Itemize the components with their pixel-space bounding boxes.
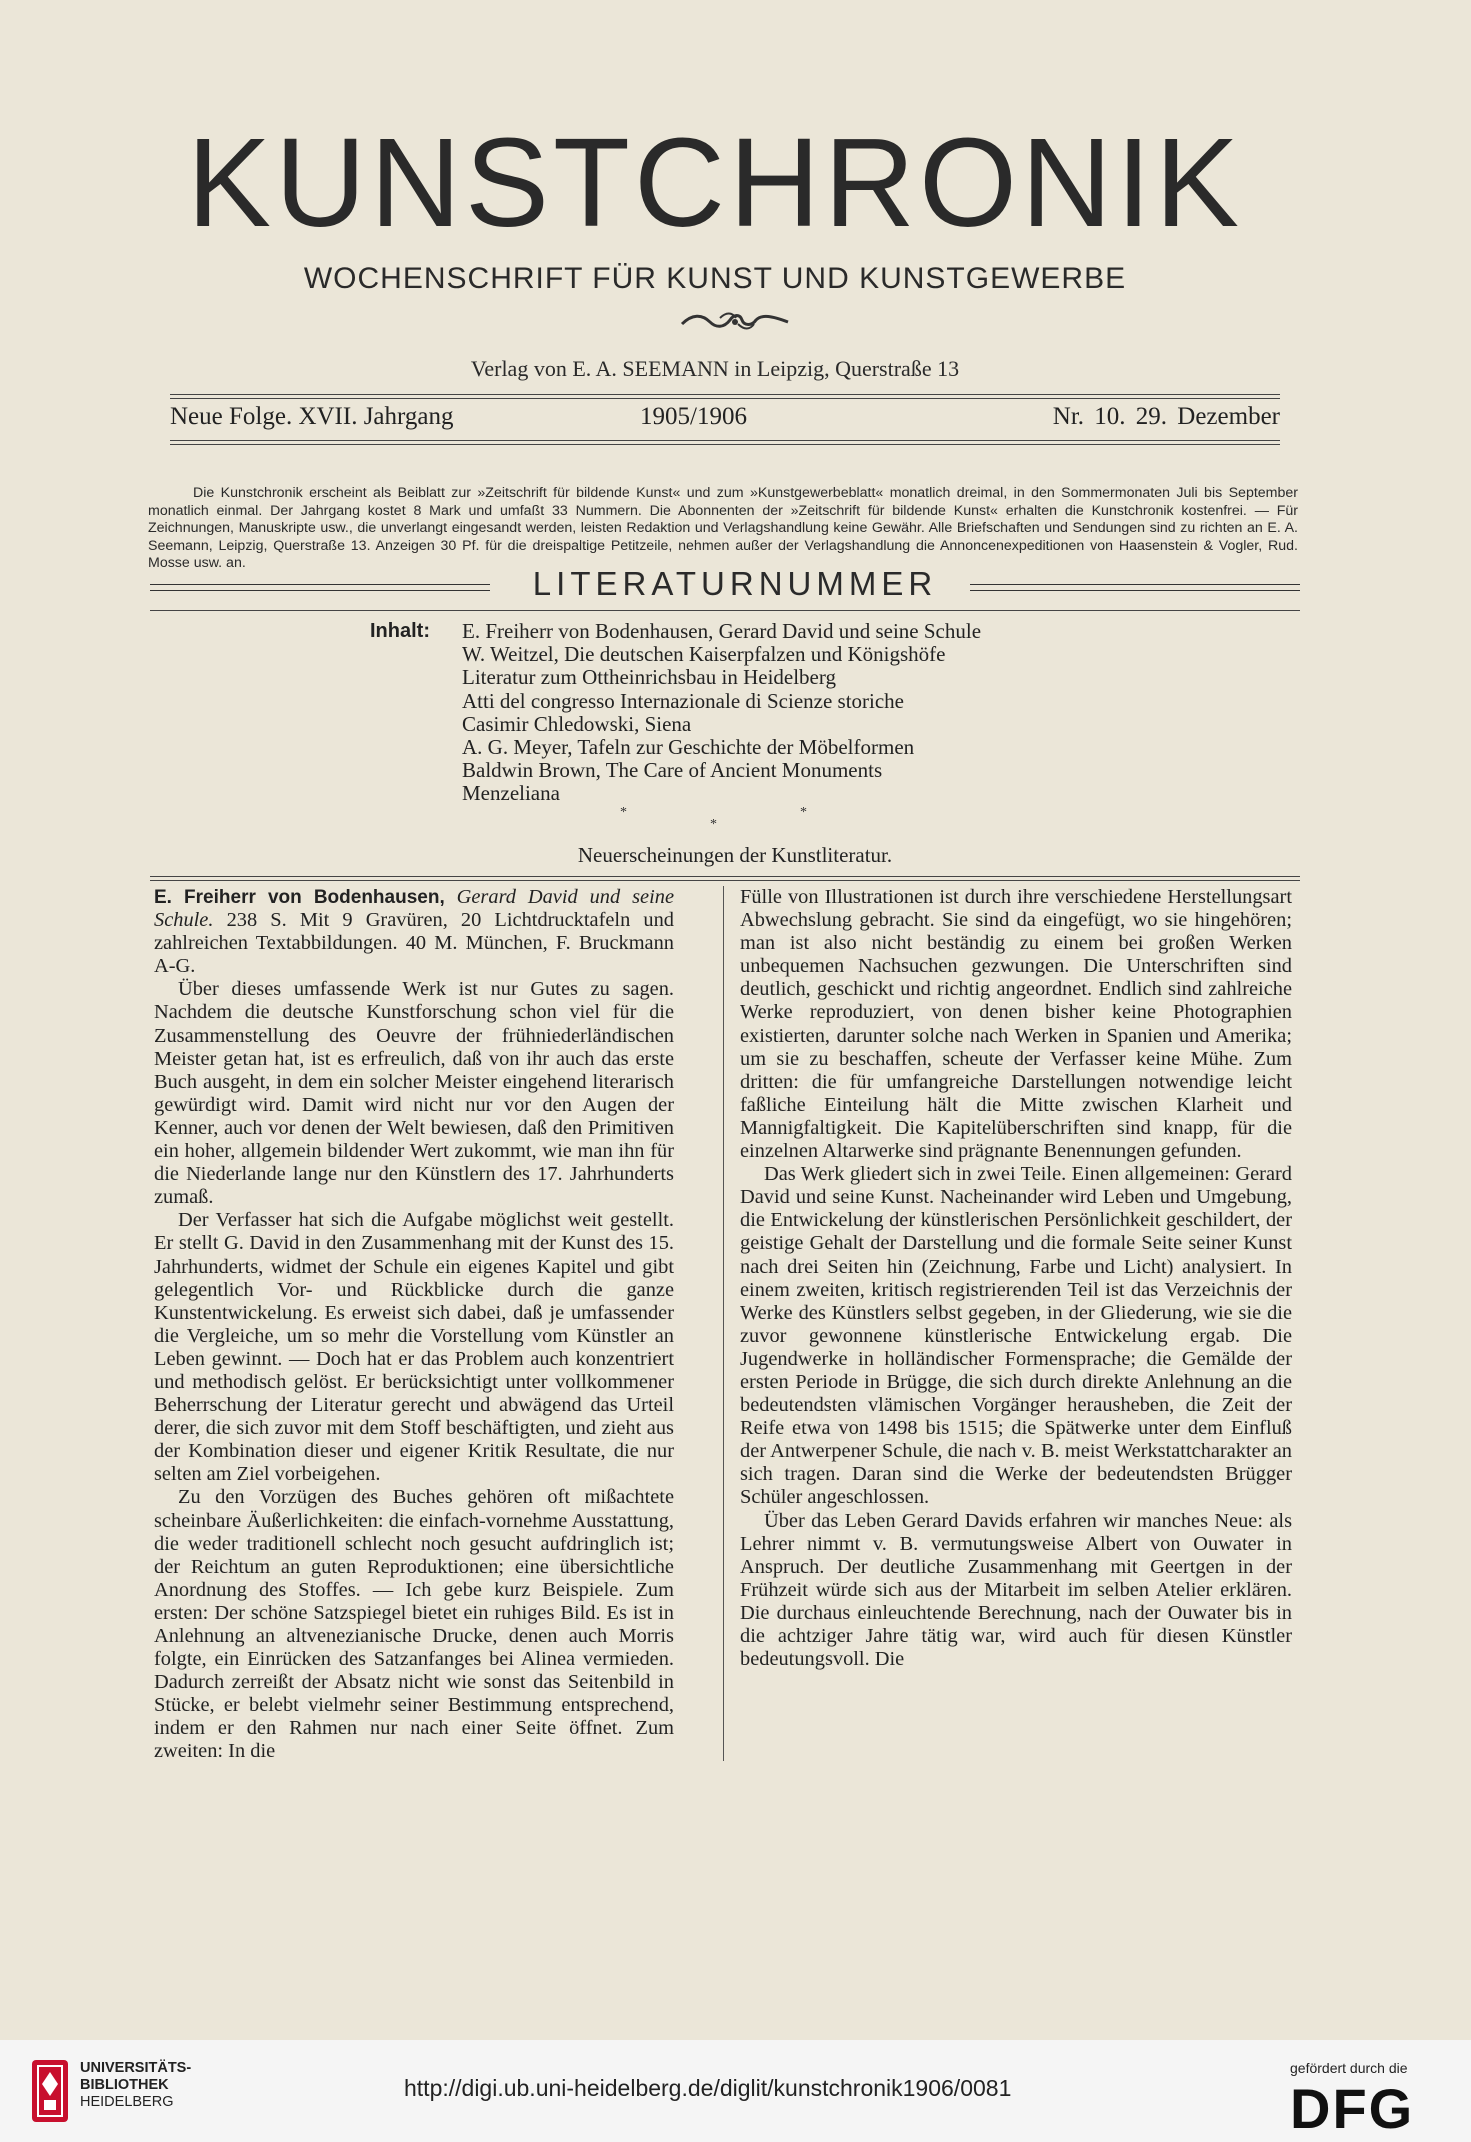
title-rule-right [965, 584, 1300, 591]
contents-list [462, 620, 1142, 806]
asterism-star: * [620, 805, 627, 820]
masthead-title: KUNSTCHRONIK [186, 112, 1244, 253]
contents-bottom-rule [150, 876, 1300, 877]
article-paragraph: Über dieses umfassende Werk ist nur Gutes zu sagen. Nachdem die deutsche Kunstforschung schon viel für die Zusammenstellung des Oeuvre der frühniederländischen Meister getan hat, ist es erfreulich, daß von ihr auch das erste Buch ausgeht, in dem ein solcher Meister eingehend literarisch gewürdigt wird. Damit wird nicht nur vor den Augen der Kenner, auch vor denen der Welt bewiesen, daß den Primitiven ein hoher, allgemein bildender Wert zukommt, wie man ihn für die Niederlande lange nur den Künstlern des 17. Jahrhunderts zumaß. [154, 978, 674, 1209]
contents-item: Menzeliana [462, 781, 560, 806]
issue-years: 1905/1906 [640, 403, 747, 430]
issue-bottom-rule [170, 440, 1280, 441]
library-name [80, 2060, 191, 2111]
contents-item: W. Weitzel, Die deutschen Kaiserpfalzen und Königshöfe [462, 642, 946, 667]
contents-item: A. G. Meyer, Tafeln zur Geschichte der Möbelformen [462, 735, 915, 760]
article-work-title: Gerard David und seine Schule. [154, 886, 674, 932]
issue-bottom-rule-2 [170, 444, 1280, 445]
title-rule-left [150, 584, 490, 591]
contents-item: Literatur zum Ottheinrichsbau in Heidelberg [462, 665, 836, 690]
notice-text: Die Kunstchronik erscheint als Beiblatt zur »Zeitschrift für bildende Kunst« und zum »Kunstgewerbeblatt« monatlich dreimal, in den Sommermonaten Juli bis September monatlich einmal. Der Jahrgang kostet 8 Mark und umfaßt 33 Nummern. Die Abonnenten der »Zeitschrift für bildende Kunst« erhalten die Kunstchronik kostenfrei. — Für Zeichnungen, Manuskripte usw., die unverlangt eingesandt werden, leisten Redaktion und Verlagshandlung keine Gewähr. Alle Briefschaften und Sendungen sind zu richten an E. A. Seemann, Leipzig, Querstraße 13. Anzeigen 30 Pf. für die dreispaltige Petitzeile, nehmen außer der Verlagshandlung die Annoncenexpeditionen von Haasenstein & Vogler, Rud. Mosse usw. an. [148, 485, 1298, 572]
article-bibliography: 238 S. Mit 9 Gravüren, 20 Lichtdrucktafeln und zahlreichen Textabbildungen. 40 M. München, F. Bruckmann A-G. [154, 909, 674, 978]
article-column-right [740, 886, 1292, 1671]
asterism-star: * [800, 805, 807, 820]
title-bottom-rule [150, 610, 1300, 611]
ornament-flourish-icon [680, 310, 790, 332]
contents-item: Baldwin Brown, The Care of Ancient Monuments [462, 758, 883, 783]
library-name-line: HEIDELBERG [80, 2094, 174, 2110]
article-head [154, 886, 674, 978]
article-paragraph: Über das Leben Gerard Davids erfahren wir manches Neue: als Lehrer nimmt v. B. vermutungsweise Albert von Ouwater in Anspruch. Der deutliche Zusammenhang mit Geertgen in der Frühzeit würde sich aus der Mitarbeit im selben Atelier erklären. Die durchaus einleuchtende Berechnung, nach der Ouwater bis in die achtziger Jahre tätig war, wird auch für diesen Künstler bedeutungsvoll. Die [740, 1509, 1292, 1671]
funding-text: gefördert durch die [1290, 2060, 1408, 2076]
contents-item: Casimir Chledowski, Siena [462, 711, 692, 736]
contents-bottom-rule-2 [150, 880, 1300, 881]
article-column-left [154, 886, 674, 1764]
dfg-logo-icon [1290, 2082, 1440, 2134]
masthead-subtitle: WOCHENSCHRIFT FÜR KUNST UND KUNSTGEWERBE [303, 262, 1127, 295]
asterism-star: * [710, 817, 717, 832]
permalink-url[interactable]: http://digi.ub.uni-heidelberg.de/diglit/kunstchronik1906/0081 [404, 2075, 1012, 2101]
column-divider [723, 886, 724, 1761]
issue-line [170, 403, 1280, 437]
article-author: E. Freiherr von Bodenhausen, [154, 887, 445, 908]
library-name-line: UNIVERSITÄTS- [80, 2060, 192, 2076]
article-paragraph: Der Verfasser hat sich die Aufgabe möglichst weit gestellt. Er stellt G. David in den Zusammenhang mit der Kunst des 15. Jahrhunderts, widmet der Schule ein eigenes Kapitel und gibt gelegentlich Vor- und Rückblicke durch die ganze Kunstentwickelung. Es erweist sich dabei, daß je umfassender die Vergleiche, um so mehr die Vorstellung vom Künstler an Leben gewinnt. — Doch hat er das Problem auch konzentriert und methodisch gelöst. Er berücksichtigt unter vollkommener Beherrschung der Literatur gerecht und abwägend das Urteil derer, die sich zuvor mit dem Stoff beschäftigten, und zieht aus der Kombination dieser und eigener Kritik Resultate, die nur selten am Ziel vorbeigehen. [154, 1209, 674, 1486]
library-name-line: BIBLIOTHEK [80, 2077, 169, 2093]
section-title: LITERATURNUMMER [500, 565, 970, 603]
university-seal-icon [30, 2058, 70, 2124]
dfg-logo-text: DFG [1290, 2082, 1415, 2134]
contents-item: E. Freiherr von Bodenhausen, Gerard David und seine Schule [462, 619, 982, 643]
article-paragraph: Zu den Vorzügen des Buches gehören oft mißachtete scheinbare Äußerlichkeiten: die einfach-vornehme Ausstattung, die weder traditionell schlecht noch gesucht aufdringlich ist; der Reichtum an guten Reproduktionen; eine übersichtliche Anordnung des Stoffes. — Ich gebe kurz Beispiele. Zum ersten: Der schöne Satzspiegel bietet ein ruhiges Bild. Es ist in Anlehnung an altvenezianische Drucke, denen auch Morris folgte, ein Einrücken des Satzanfanges bei Alinea vermieden. Dadurch zerreißt der Absatz nicht wie sonst das Seitenbild in Stücke, er belebt vielmehr seiner Bestimmung entsprechend, indem er den Rahmen nur nach einer Seite öffnet. Zum zweiten: In die [154, 1486, 674, 1763]
issue-series: Neue Folge. XVII. Jahrgang [170, 403, 454, 430]
publisher-line: Verlag von E. A. SEEMANN in Leipzig, Querstraße 13 [470, 356, 960, 381]
article-paragraph: Fülle von Illustrationen ist durch ihre verschiedene Herstellungsart Abwechslung gebracht. Sie sind da eingefügt, wo sie hingehören; man ist also nicht beständig zu einem bei großen Werken unbequemen Nachsuchen gezwungen. Die Unterschriften sind deutlich, geschickt und richtig angeordnet. Endlich sind zahlreiche Werke reproduziert, von denen bisher keine Photographien existierten, darunter solche nach Werken in Spanien und Amerika; um sie zu beschaffen, scheute der Verfasser keine Mühe. Zum dritten: die für umfangreiche Darstellungen notwendige leicht faßliche Einteilung hält die Mitte zwischen Klarheit und Mannigfaltigkeit. Die Kapitelüberschriften sind knapp, für die einzelnen Altarwerke sind prägnante Benennungen gefunden. [740, 886, 1292, 1163]
issue-top-rule-2 [170, 398, 1280, 399]
contents-item: Atti del congresso Internazionale di Scienze storiche [462, 688, 905, 713]
issue-number-date: Nr. 10. 29. Dezember [1052, 403, 1280, 430]
issue-top-rule [170, 394, 1280, 395]
article-paragraph: Das Werk gliedert sich in zwei Teile. Einen allgemeinen: Gerard David und seine Kunst. Nacheinander wird Leben und Umgebung, die Entwickelung der künstlerischen Persönlichkeit geschildert, der geistige Gehalt der Darstellung und die formale Seite seiner Kunst nach drei Seiten hin (Zeichnung, Farbe und Licht) analysiert. In einem zweiten, kritisch registrierenden Teil ist das Verzeichnis der Werke des Künstlers selbst gegeben, in der Gliederung, wie sie die zuvor gewonnene künstlerische Entwickelung ergab. Die Jugendwerke in holländischer Formensprache; die Gemälde der ersten Periode in Brügge, die sich durch direkte Anlehnung an die bedeutendsten vlämischen Vorgänger herausheben, die Zeit der Reife etwa von 1498 bis 1515; die Spätwerke unter dem Einfluß der Antwerpener Schule, die nach v. B. meist Werkstattcharakter an sich tragen. Daran sind die Werke der bedeutendsten Brügger Schüler angeschlossen. [740, 1163, 1292, 1509]
asterism [620, 805, 820, 835]
publication-notice [148, 485, 1298, 573]
contents-footer: Neuerscheinungen der Kunstliteratur. [577, 843, 893, 867]
contents-label: Inhalt: [370, 620, 430, 642]
